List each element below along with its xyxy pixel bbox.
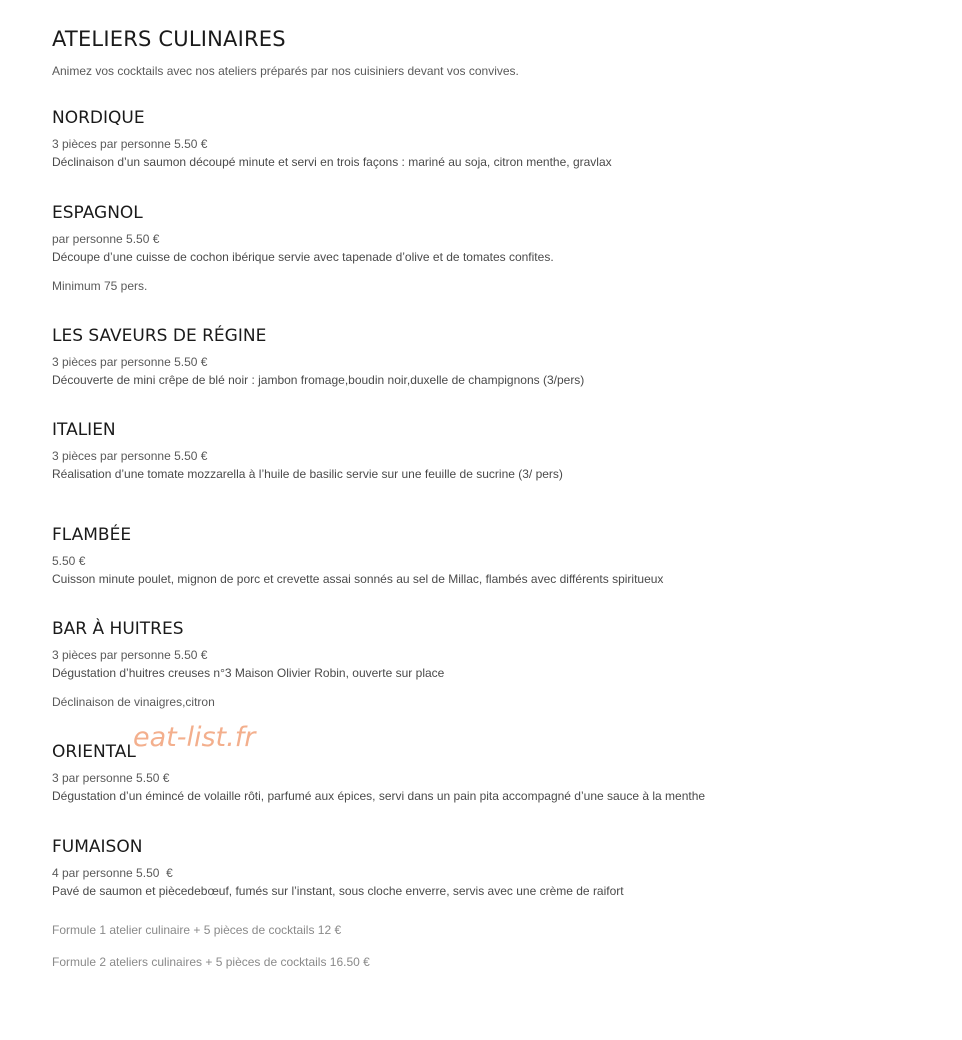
intro-text: Animez vos cocktails avec nos ateliers préparés par nos cuisiniers devant vos convives. bbox=[52, 64, 519, 78]
section-price: 4 par personne 5.50 € bbox=[52, 866, 173, 880]
section-description: Découpe d’une cuisse de cochon ibérique servie avec tapenade d’olive et de tomates confites. bbox=[52, 250, 554, 264]
section-extra-note: Minimum 75 pers. bbox=[52, 279, 148, 293]
section-title: FLAMBÉE bbox=[52, 525, 132, 545]
section-price: par personne 5.50 € bbox=[52, 232, 160, 246]
section-bar-a-huitres bbox=[52, 618, 932, 711]
formula-one: Formule 1 atelier culinaire + 5 pièces de cocktails 12 € bbox=[52, 923, 342, 937]
section-price: 3 pièces par personne 5.50 € bbox=[52, 355, 208, 369]
section-espagnol bbox=[52, 202, 932, 295]
section-fumaison bbox=[52, 836, 932, 900]
page-title: ATELIERS CULINAIRES bbox=[52, 27, 286, 51]
formula-two: Formule 2 ateliers culinaires + 5 pièces de cocktails 16.50 € bbox=[52, 955, 370, 969]
section-price: 3 pièces par personne 5.50 € bbox=[52, 648, 208, 662]
section-price: 5.50 € bbox=[52, 554, 86, 568]
section-title: ITALIEN bbox=[52, 420, 116, 440]
section-description: Dégustation d’un émincé de volaille rôti, parfumé aux épices, servi dans un pain pita accompagné d’une sauce à la menthe bbox=[52, 789, 706, 803]
section-description: Dégustation d’huitres creuses n°3 Maison Olivier Robin, ouverte sur place bbox=[52, 666, 445, 680]
section-title: LES SAVEURS DE RÉGINE bbox=[52, 326, 267, 346]
section-description: Déclinaison d’un saumon découpé minute et servi en trois façons : mariné au soja, citron menthe, gravlax bbox=[52, 155, 612, 169]
section-description: Cuisson minute poulet, mignon de porc et crevette assai sonnés au sel de Millac, flambés avec différents spiritueux bbox=[52, 572, 664, 586]
section-title: ESPAGNOL bbox=[52, 203, 143, 223]
section-saveurs-de-regine bbox=[52, 325, 932, 389]
section-title: NORDIQUE bbox=[52, 108, 145, 128]
section-flambee bbox=[52, 524, 932, 588]
section-italien bbox=[52, 419, 932, 483]
section-extra-note: Déclinaison de vinaigres,citron bbox=[52, 695, 215, 709]
section-title: ORIENTAL bbox=[52, 742, 136, 762]
section-price: 3 par personne 5.50 € bbox=[52, 771, 170, 785]
section-title: BAR À HUITRES bbox=[52, 619, 184, 639]
section-nordique bbox=[52, 107, 932, 171]
section-title: FUMAISON bbox=[52, 837, 143, 857]
section-price: 3 pièces par personne 5.50 € bbox=[52, 449, 208, 463]
section-price: 3 pièces par personne 5.50 € bbox=[52, 137, 208, 151]
watermark-logo: eat-list.fr bbox=[133, 722, 256, 753]
section-description: Découverte de mini crêpe de blé noir : jambon fromage,boudin noir,duxelle de champignons (3/pers) bbox=[52, 373, 585, 387]
section-description: Pavé de saumon et piècedebœuf, fumés sur l’instant, sous cloche enverre, servis avec une crème de raifort bbox=[52, 884, 624, 898]
section-description: Réalisation d’une tomate mozzarella à l’huile de basilic servie sur une feuille de sucrine (3/ pers) bbox=[52, 467, 563, 481]
